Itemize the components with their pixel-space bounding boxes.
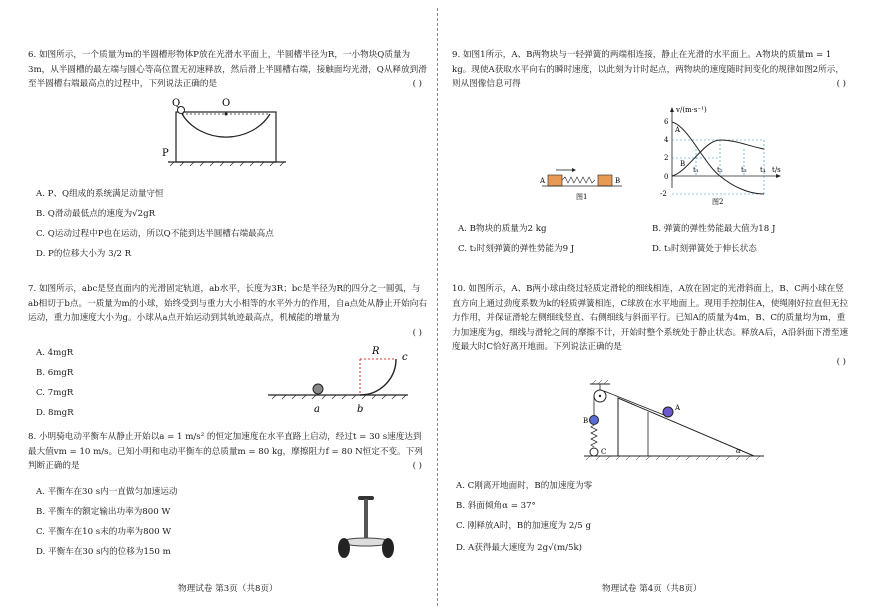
q6-figure — [162, 98, 308, 168]
question-9 — [452, 48, 852, 92]
q7-label-r: R — [372, 346, 380, 357]
q7-ground-hatch — [272, 395, 406, 399]
vt-tick-t1: t₁ — [693, 166, 699, 174]
q6-option-d: D. P的位移大小为 3/2 R — [36, 249, 132, 259]
vt-ytick-2: 2 — [664, 154, 669, 162]
q10-ball-a — [663, 407, 673, 417]
q10-label-a: A — [675, 404, 681, 412]
q10-label-b: B — [583, 417, 589, 425]
q9-option-b: B. 弹簧的弹性势能最大值为18 J — [652, 224, 776, 234]
q6-stem: 如图所示，一个质量为m的半圆槽形物体P放在光滑水平面上，半圆槽半径为R，一小物块Q质量为3m，从半圆槽的最左端与圆心等高位置无初速释放，然后滑上半圆槽右端，接触面均光滑，Q从释放到滑至半圆槽右端最高点的过程中，下列说法正确的是 — [28, 50, 427, 90]
vt-x-label: t/s — [772, 166, 781, 174]
q8-stem: 小明骑电动平衡车从静止开始以a = 1 m/s² 的恒定加速度在水平直路上启动，经过t = 30 s速度达到最大值vm = 10 m/s。已知小明和电动平衡车的总质量m = 80 kg，摩擦阻力f = 80 N恒定不变。下列判断正确的是 — [28, 432, 423, 472]
q7-option-c: C. 7mgR — [36, 388, 74, 398]
q10-option-a: A. C刚离开地面时，B的加速度为零 — [456, 481, 593, 491]
fig1-block-b — [598, 175, 612, 186]
fig1-caption: 图1 — [576, 193, 588, 201]
q10-number: 10. — [452, 284, 466, 294]
q8-number: 8. — [28, 432, 37, 442]
fig1-label-a: A — [540, 177, 546, 185]
q10-spring — [591, 425, 597, 447]
q6-answer-paren: ( ) — [412, 79, 422, 89]
footer-left: 物理试卷 第3页（共8页） — [178, 584, 278, 594]
question-7 — [28, 282, 428, 338]
fig1-label-b: B — [615, 177, 621, 185]
q6-option-a: A. P、Q组成的系统满足动量守恒 — [36, 189, 164, 199]
vt-ytick-4: 4 — [664, 136, 669, 144]
question-8 — [28, 430, 428, 474]
q6-option-b: B. Q滑动最低点的速度为√2gR — [36, 209, 156, 219]
q8-balance-scooter-figure — [332, 492, 402, 562]
q7-option-b: B. 6mgR — [36, 368, 74, 378]
q10-ceiling-hatch — [592, 380, 608, 384]
q7-number: 7. — [28, 284, 37, 294]
q6-ground-hatch — [170, 162, 284, 166]
vt-ytick-6: 6 — [664, 118, 669, 126]
scooter-stem — [364, 499, 368, 539]
q8-option-b: B. 平衡车的额定输出功率为800 W — [36, 507, 171, 517]
q7-arc-bc — [360, 359, 396, 395]
q9-option-a: A. B物块的质量为2 kg — [458, 224, 547, 234]
vt-ytick-neg2: -2 — [660, 190, 667, 198]
vt-caption: 图2 — [712, 198, 724, 206]
fig1-block-a — [548, 175, 562, 186]
footer-right: 物理试卷 第4页（共8页） — [602, 584, 702, 594]
vt-x-arrow — [776, 174, 781, 178]
q10-option-b: B. 斜面倾角α = 37° — [456, 501, 536, 511]
q7-label-c: c — [402, 352, 408, 363]
q10-answer-paren: ( ) — [836, 357, 846, 367]
q8-option-c: C. 平衡车在10 s末的功率为800 W — [36, 527, 172, 537]
vt-tick-t2: t₂ — [717, 166, 723, 174]
q6-label-p: P — [162, 148, 169, 159]
q8-option-a: A. 平衡车在30 s内一直做匀加速运动 — [36, 487, 178, 497]
q10-label-c: C — [601, 448, 607, 456]
q9-figure-2-vt-graph — [652, 104, 802, 204]
q10-incline — [618, 398, 754, 456]
vt-tick-t3: t₃ — [741, 166, 747, 174]
q9-stem: 如图1所示，A、B两物块与一轻弹簧的两端相连接，静止在光滑的水平面上。A物块的质量m = 1 kg。现使A获取水平向右的瞬时速度，以此刻为计时起点，两物块的速度随时间变化的规律如图2所示，则从图像信息可得 — [452, 50, 844, 90]
q9-answer-paren: ( ) — [836, 79, 846, 89]
column-divider — [437, 8, 438, 606]
q10-ball-b — [590, 416, 599, 425]
q6-option-c: C. Q运动过程中P也在运动，所以Q不能到达半圆槽右端最高点 — [36, 229, 274, 239]
q10-option-d: D. A获得最大速度为 2g√(m/5k) — [456, 543, 583, 553]
q6-center-o — [225, 113, 228, 116]
vt-label-b: B — [680, 160, 686, 168]
scooter-wheel-left — [338, 538, 350, 558]
q6-number: 6. — [28, 50, 37, 60]
vt-y-label: v/(m·s⁻¹) — [676, 106, 707, 114]
q10-label-alpha: α — [736, 447, 741, 455]
q7-stem: 如图所示，abc是竖直面内的光滑固定轨道，ab水平，长度为3R；bc是半径为R的四分之一圆弧，与ab相切于b点。一质量为m的小球，始终受到与重力大小相等的水平外力的作用，自a点处从静止开始向右运动，重力加速度大小为g。小球从a点开始运动到其轨迹最高点，机械能的增量为 — [28, 284, 427, 324]
q6-trough-arc — [182, 114, 270, 137]
question-6 — [28, 48, 428, 92]
q7-answer-paren: ( ) — [412, 328, 422, 338]
q10-figure — [584, 378, 784, 468]
q9-figure-1 — [538, 166, 638, 202]
q9-number: 9. — [452, 50, 461, 60]
scooter-wheel-right — [382, 538, 394, 558]
q10-ball-c — [590, 448, 598, 456]
vt-tick-t4: t₄ — [760, 166, 766, 174]
q6-label-o: O — [222, 98, 231, 109]
q7-ball — [313, 384, 323, 394]
q10-string-incline — [604, 391, 664, 415]
q7-figure — [268, 340, 428, 420]
q7-option-d: D. 8mgR — [36, 408, 74, 418]
q9-option-d: D. t₃时刻弹簧处于伸长状态 — [652, 244, 757, 254]
q9-option-c: C. t₂时刻弹簧的弹性势能为9 J — [458, 244, 575, 254]
fig1-spring — [562, 177, 595, 183]
q10-ground-hatch — [586, 456, 760, 460]
q10-stem: 如图所示，A、B两小球由绕过轻质定滑轮的细线相连，A放在固定的光滑斜面上，B、C两小球在竖直方向上通过劲度系数为k的轻质弹簧相连，C球放在水平地面上。现用手控制住A，使绳刚好拉直但无拉力作用，并保证滑轮左侧细线竖直、右侧细线与斜面平行。已知A的质量为4m，B、C的质量均为m，重力加速度为g，细线与滑轮之间的摩擦不计，开始时整个系统处于静止状态。释放A后，A沿斜面下滑至速度最大时C恰好离开地面。下列说法正确的是 — [452, 284, 849, 353]
fig1-arrow-head — [572, 168, 576, 172]
q7-label-b: b — [357, 404, 364, 415]
q10-pulley-axle — [599, 395, 601, 397]
right-column — [452, 0, 852, 614]
q7-option-a: A. 4mgR — [36, 348, 74, 358]
question-10 — [452, 282, 852, 367]
left-column — [28, 0, 428, 614]
vt-label-a: A — [675, 126, 681, 134]
q8-option-d: D. 平衡车在30 s内的位移为150 m — [36, 547, 171, 557]
vt-y-arrow — [670, 107, 674, 112]
q6-label-q: Q — [172, 98, 181, 109]
vt-ytick-0: 0 — [664, 173, 669, 181]
q10-option-c: C. 刚释放A时，B的加速度为 2/5 g — [456, 521, 591, 531]
q8-answer-paren: ( ) — [412, 461, 422, 471]
q7-label-a: a — [314, 404, 320, 415]
